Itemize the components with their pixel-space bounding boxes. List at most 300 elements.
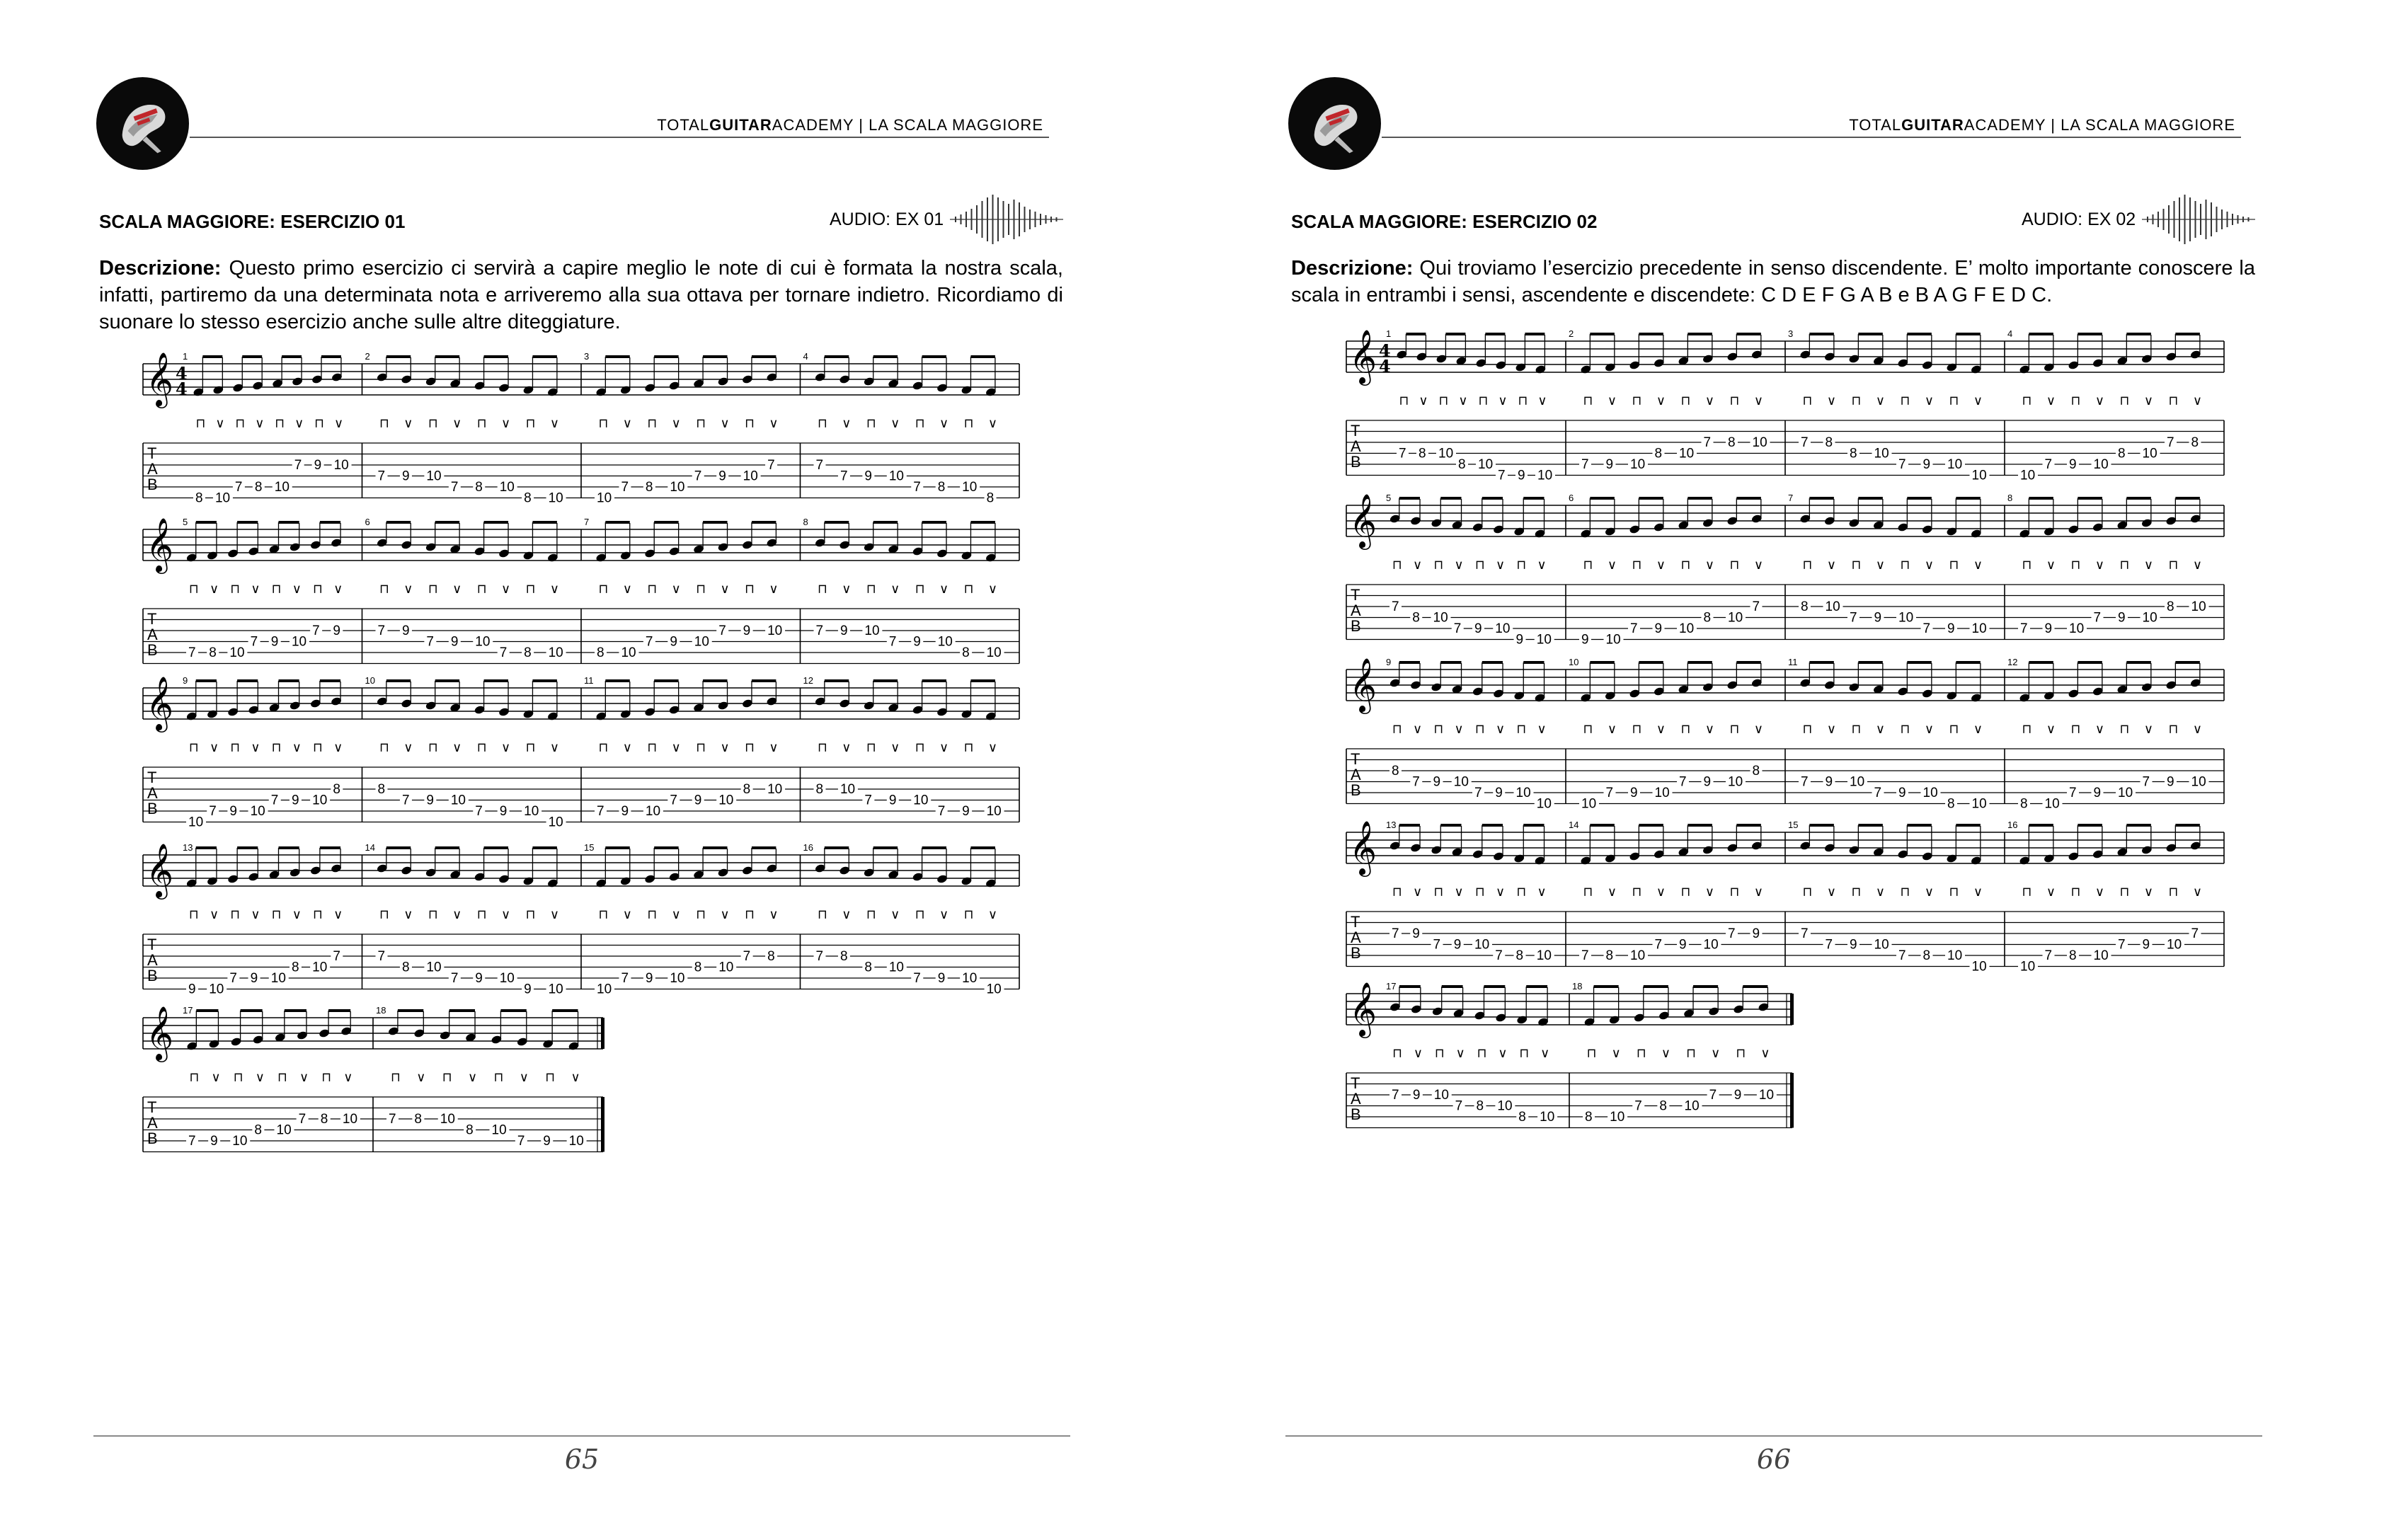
upstroke-icon: ∨ <box>292 582 302 597</box>
tab-fret-number: 8 <box>333 782 340 797</box>
tab-fret-number: 7 <box>2118 937 2126 953</box>
downstroke-icon: ⊓ <box>1477 1046 1487 1061</box>
upstroke-icon: ∨ <box>211 1070 221 1085</box>
tab-fret-number: 8 <box>743 782 751 797</box>
upstroke-icon: ∨ <box>1496 722 1506 737</box>
measure-number: 4 <box>803 351 808 362</box>
tab-fret-number: 7 <box>475 804 483 819</box>
tab-fret-number: 10 <box>2093 948 2109 963</box>
measure-number: 12 <box>803 675 813 686</box>
upstroke-icon: ∨ <box>1924 393 1935 408</box>
tab-fret-number: 10 <box>524 804 539 819</box>
tab-fret-number: 9 <box>188 982 196 997</box>
tab-fret-number: 7 <box>1630 621 1638 636</box>
upstroke-icon: ∨ <box>622 416 632 431</box>
downstroke-icon: ⊓ <box>2022 393 2032 408</box>
upstroke-icon: ∨ <box>333 740 343 755</box>
tab-fret-number: 10 <box>270 971 286 986</box>
upstroke-icon: ∨ <box>294 416 304 431</box>
upstroke-icon: ∨ <box>720 416 730 431</box>
tab-fret-number: 9 <box>1515 632 1524 648</box>
downstroke-icon: ⊓ <box>271 582 282 597</box>
system-1 <box>143 351 1019 506</box>
tab-fret-number: 9 <box>1453 937 1462 953</box>
downstroke-icon: ⊓ <box>696 582 706 597</box>
downstroke-icon: ⊓ <box>598 416 609 431</box>
tab-fret-number: 7 <box>2020 621 2028 636</box>
tab-fret-number: 9 <box>229 804 237 819</box>
measure-number: 2 <box>365 351 370 362</box>
tab-fret-number: 7 <box>298 1112 306 1127</box>
tab-clef-letter: T <box>147 936 157 953</box>
footer-rule <box>93 1435 1070 1437</box>
downstroke-icon: ⊓ <box>1802 885 1813 900</box>
downstroke-icon: ⊓ <box>1949 558 1959 573</box>
tab-clef-letter: A <box>1351 929 1361 946</box>
time-signature-bottom: 4 <box>176 379 188 399</box>
downstroke-icon: ⊓ <box>476 416 487 431</box>
running-header: TOTALGUITARACADEMY | LA SCALA MAGGIORE <box>1849 116 2235 134</box>
downstroke-icon: ⊓ <box>647 740 658 755</box>
upstroke-icon: ∨ <box>333 582 343 597</box>
tab-fret-number: 8 <box>209 645 217 660</box>
upstroke-icon: ∨ <box>549 740 560 755</box>
measure-number: 9 <box>1386 657 1392 667</box>
final-barline <box>601 1018 604 1049</box>
measure-number: 13 <box>183 842 193 853</box>
tab-fret-number: 10 <box>1971 621 1987 636</box>
notation-and-tablature <box>1192 0 2384 1540</box>
upstroke-icon: ∨ <box>292 740 302 755</box>
tab-fret-number: 9 <box>1605 457 1614 472</box>
treble-clef-icon: 𝄞 <box>1349 820 1377 875</box>
downstroke-icon: ⊓ <box>1802 393 1813 408</box>
downstroke-icon: ⊓ <box>476 907 487 922</box>
tab-fret-number: 10 <box>1874 937 1889 953</box>
tab-fret-number: 7 <box>229 971 237 986</box>
downstroke-icon: ⊓ <box>1900 885 1910 900</box>
upstroke-icon: ∨ <box>720 582 730 597</box>
downstroke-icon: ⊓ <box>598 740 609 755</box>
downstroke-icon: ⊓ <box>1949 885 1959 900</box>
tab-fret-number: 10 <box>1433 1088 1449 1103</box>
tab-fret-number: 7 <box>1801 435 1809 450</box>
measure-number: 3 <box>584 351 590 362</box>
upstroke-icon: ∨ <box>2094 722 2105 737</box>
tab-fret-number: 9 <box>1518 468 1525 483</box>
downstroke-icon: ⊓ <box>1949 393 1959 408</box>
tab-fret-number: 7 <box>864 793 872 808</box>
tab-clef-letter: B <box>147 800 158 817</box>
downstroke-icon: ⊓ <box>963 416 974 431</box>
upstroke-icon: ∨ <box>939 416 949 431</box>
tab-fret-number: 8 <box>466 1122 474 1138</box>
downstroke-icon: ⊓ <box>379 416 389 431</box>
downstroke-icon: ⊓ <box>188 907 199 922</box>
tab-fret-number: 7 <box>209 804 217 819</box>
upstroke-icon: ∨ <box>987 416 998 431</box>
tab-fret-number: 9 <box>333 624 340 638</box>
tab-fret-number: 7 <box>1392 1088 1399 1103</box>
tab-fret-number: 8 <box>1947 796 1955 812</box>
measure-number: 17 <box>183 1005 193 1016</box>
tab-clef-letter: A <box>1351 437 1361 455</box>
tab-fret-number: 10 <box>962 971 978 986</box>
tab-fret-number: 10 <box>250 804 265 819</box>
upstroke-icon: ∨ <box>251 582 260 597</box>
tab-fret-number: 8 <box>254 480 263 495</box>
tab-fret-number: 7 <box>1679 774 1687 790</box>
upstroke-icon: ∨ <box>2046 722 2056 737</box>
page-number: 65 <box>564 1444 600 1475</box>
tab-fret-number: 10 <box>2142 446 2157 461</box>
tab-fret-number: 10 <box>1610 1110 1625 1125</box>
upstroke-icon: ∨ <box>671 582 681 597</box>
upstroke-icon: ∨ <box>468 1070 478 1085</box>
tab-fret-number: 7 <box>450 480 459 495</box>
downstroke-icon: ⊓ <box>866 740 876 755</box>
tab-fret-number: 10 <box>888 469 904 484</box>
upstroke-icon: ∨ <box>209 907 219 922</box>
downstroke-icon: ⊓ <box>598 582 609 597</box>
downstroke-icon: ⊓ <box>312 907 323 922</box>
measure-number: 15 <box>1788 820 1799 830</box>
final-barline <box>601 1097 604 1152</box>
tab-fret-number: 8 <box>694 960 702 975</box>
measure-number: 15 <box>584 842 595 853</box>
measure-number: 3 <box>1788 328 1794 339</box>
measure-number: 16 <box>2007 820 2018 830</box>
tab-fret-number: 7 <box>888 634 897 650</box>
measure-number: 14 <box>1569 820 1579 830</box>
tab-fret-number: 10 <box>1630 948 1646 963</box>
upstroke-icon: ∨ <box>452 740 462 755</box>
tab-fret-number: 7 <box>913 971 921 986</box>
tab-fret-number: 10 <box>1536 632 1552 648</box>
downstroke-icon: ⊓ <box>963 740 974 755</box>
tab-fret-number: 7 <box>2044 948 2053 963</box>
upstroke-icon: ∨ <box>1454 722 1464 737</box>
downstroke-icon: ⊓ <box>744 582 755 597</box>
downstroke-icon: ⊓ <box>1399 393 1409 408</box>
downstroke-icon: ⊓ <box>271 907 282 922</box>
upstroke-icon: ∨ <box>1607 558 1617 573</box>
measure-number: 10 <box>365 675 375 686</box>
tab-fret-number: 7 <box>743 949 751 964</box>
tab-fret-number: 8 <box>1654 446 1663 461</box>
upstroke-icon: ∨ <box>1661 1046 1671 1061</box>
tab-fret-number: 9 <box>450 634 459 650</box>
upstroke-icon: ∨ <box>215 416 225 431</box>
tab-fret-number: 8 <box>767 949 775 964</box>
downstroke-icon: ⊓ <box>312 582 323 597</box>
tab-clef-letter: A <box>147 951 158 969</box>
tab-fret-number: 10 <box>1537 468 1553 483</box>
tab-fret-number: 8 <box>1458 457 1466 472</box>
upstroke-icon: ∨ <box>1540 1046 1550 1061</box>
tab-fret-number: 8 <box>2191 435 2199 450</box>
downstroke-icon: ⊓ <box>647 416 658 431</box>
upstroke-icon: ∨ <box>1826 393 1837 408</box>
treble-clef-icon: 𝄞 <box>1349 493 1377 548</box>
downstroke-icon: ⊓ <box>1729 722 1740 737</box>
tab-fret-number: 7 <box>389 1112 396 1127</box>
tab-clef-letter: B <box>1351 781 1361 799</box>
tab-fret-number: 10 <box>1581 796 1597 812</box>
system-5 <box>1346 981 1794 1128</box>
tab-fret-number: 9 <box>1433 774 1441 790</box>
tab-fret-number: 10 <box>2142 610 2157 626</box>
upstroke-icon: ∨ <box>1656 558 1666 573</box>
tab-clef-letter: A <box>1351 1090 1361 1108</box>
tab-fret-number: 8 <box>524 490 532 506</box>
system-5 <box>143 1005 604 1152</box>
tab-fret-number: 7 <box>1605 786 1614 800</box>
tab-fret-number: 7 <box>1392 926 1399 941</box>
tab-fret-number: 10 <box>1433 610 1448 626</box>
tab-fret-number: 9 <box>475 971 483 986</box>
downstroke-icon: ⊓ <box>312 740 323 755</box>
tab-fret-number: 7 <box>1392 599 1399 614</box>
tab-fret-number: 10 <box>499 480 515 495</box>
measure-number: 18 <box>1572 981 1583 992</box>
tab-fret-number: 10 <box>864 624 880 638</box>
tab-clef-letter: B <box>147 1130 158 1147</box>
downstroke-icon: ⊓ <box>1851 722 1862 737</box>
upstroke-icon: ∨ <box>1537 558 1547 573</box>
time-signature-bottom: 4 <box>1379 356 1391 377</box>
upstroke-icon: ∨ <box>1875 558 1886 573</box>
tab-fret-number: 10 <box>1947 948 1963 963</box>
measure-number: 1 <box>183 351 188 362</box>
tab-fret-number: 10 <box>548 645 563 660</box>
tab-fret-number: 10 <box>450 793 466 808</box>
upstroke-icon: ∨ <box>842 416 852 431</box>
downstroke-icon: ⊓ <box>2168 393 2179 408</box>
downstroke-icon: ⊓ <box>1680 722 1691 737</box>
tab-fret-number: 10 <box>645 804 661 819</box>
tab-fret-number: 7 <box>718 624 726 638</box>
downstroke-icon: ⊓ <box>1474 558 1485 573</box>
tab-fret-number: 7 <box>1709 1088 1717 1103</box>
upstroke-icon: ∨ <box>1419 393 1428 408</box>
tab-fret-number: 9 <box>2069 457 2077 472</box>
tab-clef-letter: T <box>1351 586 1360 604</box>
downstroke-icon: ⊓ <box>1636 1046 1646 1061</box>
tab-fret-number: 7 <box>2069 786 2077 800</box>
tab-fret-number: 8 <box>1922 948 1931 963</box>
upstroke-icon: ∨ <box>987 582 998 597</box>
treble-clef-icon: 𝄞 <box>146 1006 174 1060</box>
upstroke-icon: ∨ <box>2046 558 2056 573</box>
downstroke-icon: ⊓ <box>1433 558 1444 573</box>
tab-fret-number: 10 <box>718 960 734 975</box>
downstroke-icon: ⊓ <box>866 582 876 597</box>
time-signature-top: 4 <box>176 363 188 384</box>
upstroke-icon: ∨ <box>2143 885 2154 900</box>
downstroke-icon: ⊓ <box>1729 393 1740 408</box>
upstroke-icon: ∨ <box>255 1070 265 1085</box>
tab-clef-letter: A <box>147 1114 158 1132</box>
system-4 <box>143 842 1019 997</box>
downstroke-icon: ⊓ <box>230 740 241 755</box>
tab-fret-number: 9 <box>1412 1088 1421 1103</box>
measure-number: 4 <box>2007 328 2013 339</box>
tab-fret-number: 7 <box>1898 948 1906 963</box>
tab-fret-number: 10 <box>2044 796 2060 812</box>
tab-fret-number: 8 <box>1850 446 1857 461</box>
tab-fret-number: 7 <box>450 971 459 986</box>
tab-fret-number: 8 <box>986 490 995 506</box>
upstroke-icon: ∨ <box>452 416 462 431</box>
tab-fret-number: 9 <box>2044 621 2053 636</box>
downstroke-icon: ⊓ <box>1851 885 1862 900</box>
downstroke-icon: ⊓ <box>379 907 389 922</box>
measure-number: 6 <box>1569 493 1574 503</box>
system-1 <box>1346 328 2224 483</box>
tab-clef-letter: A <box>1351 602 1361 619</box>
tab-fret-number: 8 <box>864 960 872 975</box>
tab-fret-number: 7 <box>1581 948 1589 963</box>
tab-fret-number: 10 <box>1922 786 1938 800</box>
upstroke-icon: ∨ <box>1875 393 1886 408</box>
tab-fret-number: 7 <box>1634 1098 1642 1114</box>
upstroke-icon: ∨ <box>333 907 343 922</box>
downstroke-icon: ⊓ <box>2168 722 2179 737</box>
downstroke-icon: ⊓ <box>1434 1046 1445 1061</box>
tab-fret-number: 10 <box>1874 446 1889 461</box>
downstroke-icon: ⊓ <box>379 582 389 597</box>
downstroke-icon: ⊓ <box>744 416 755 431</box>
upstroke-icon: ∨ <box>1973 885 1983 900</box>
tab-fret-number: 7 <box>2044 457 2053 472</box>
upstroke-icon: ∨ <box>622 907 632 922</box>
exercise-description: Descrizione: Qui troviamo l’esercizio precedente in senso discendente. E’ molto importante conoscere la scala in entrambi i sensi, ascendente e discendete: C D E F G A B e B A G F E D C. <box>1291 257 2255 306</box>
downstroke-icon: ⊓ <box>525 740 536 755</box>
tab-clef-letter: B <box>1351 944 1361 962</box>
tab-fret-number: 10 <box>499 971 515 986</box>
downstroke-icon: ⊓ <box>379 740 389 755</box>
tab-clef-letter: T <box>1351 750 1360 768</box>
downstroke-icon: ⊓ <box>1392 558 1402 573</box>
downstroke-icon: ⊓ <box>1438 393 1449 408</box>
upstroke-icon: ∨ <box>1498 393 1508 408</box>
upstroke-icon: ∨ <box>890 907 900 922</box>
tab-fret-number: 8 <box>2118 446 2126 461</box>
tab-fret-number: 8 <box>962 645 970 660</box>
tab-fret-number: 9 <box>210 1134 218 1149</box>
measure-number: 17 <box>1386 981 1397 992</box>
measure-number: 5 <box>1386 493 1392 503</box>
tab-fret-number: 10 <box>232 1134 248 1149</box>
downstroke-icon: ⊓ <box>1900 722 1910 737</box>
tab-fret-number: 7 <box>1474 786 1482 800</box>
upstroke-icon: ∨ <box>1537 393 1547 408</box>
tab-fret-number: 10 <box>913 793 929 808</box>
upstroke-icon: ∨ <box>1656 722 1666 737</box>
upstroke-icon: ∨ <box>939 582 949 597</box>
tab-fret-number: 7 <box>234 480 243 495</box>
tab-fret-number: 10 <box>670 971 685 986</box>
tab-fret-number: 7 <box>377 469 386 484</box>
upstroke-icon: ∨ <box>671 907 681 922</box>
upstroke-icon: ∨ <box>501 907 511 922</box>
tab-fret-number: 9 <box>1703 774 1712 790</box>
tab-fret-number: 9 <box>1825 774 1833 790</box>
tab-fret-number: 8 <box>2020 796 2028 812</box>
tab-fret-number: 8 <box>1659 1098 1667 1114</box>
upstroke-icon: ∨ <box>1607 722 1617 737</box>
system-3 <box>1346 657 2224 812</box>
tab-fret-number: 10 <box>1536 948 1552 963</box>
tab-fret-number: 9 <box>426 793 434 808</box>
tab-fret-number: 9 <box>1898 786 1906 800</box>
tab-fret-number: 10 <box>986 982 1002 997</box>
upstroke-icon: ∨ <box>571 1070 580 1085</box>
tab-fret-number: 8 <box>377 782 386 797</box>
downstroke-icon: ⊓ <box>1729 558 1740 573</box>
upstroke-icon: ∨ <box>403 416 413 431</box>
tab-fret-number: 10 <box>475 634 491 650</box>
tab-fret-number: 10 <box>1474 937 1490 953</box>
upstroke-icon: ∨ <box>2143 393 2154 408</box>
downstroke-icon: ⊓ <box>476 582 487 597</box>
downstroke-icon: ⊓ <box>1516 558 1527 573</box>
upstroke-icon: ∨ <box>1607 885 1617 900</box>
treble-clef-icon: 𝄞 <box>146 352 174 406</box>
downstroke-icon: ⊓ <box>1632 393 1642 408</box>
running-header: TOTALGUITARACADEMY | LA SCALA MAGGIORE <box>657 116 1043 134</box>
tab-fret-number: 7 <box>1801 774 1809 790</box>
tab-fret-number: 7 <box>1495 948 1503 963</box>
downstroke-icon: ⊓ <box>1686 1046 1697 1061</box>
tab-fret-number: 10 <box>1971 468 1987 483</box>
tab-fret-number: 10 <box>274 480 290 495</box>
tab-fret-number: 7 <box>401 793 410 808</box>
downstroke-icon: ⊓ <box>817 416 827 431</box>
downstroke-icon: ⊓ <box>2070 558 2081 573</box>
tab-fret-number: 7 <box>377 949 386 964</box>
tab-fret-number: 7 <box>1498 468 1506 483</box>
upstroke-icon: ∨ <box>292 907 302 922</box>
upstroke-icon: ∨ <box>1753 393 1764 408</box>
downstroke-icon: ⊓ <box>525 582 536 597</box>
downstroke-icon: ⊓ <box>915 582 925 597</box>
downstroke-icon: ⊓ <box>390 1070 401 1085</box>
tab-fret-number: 7 <box>1922 621 1931 636</box>
downstroke-icon: ⊓ <box>275 416 285 431</box>
downstroke-icon: ⊓ <box>314 416 325 431</box>
tab-fret-number: 7 <box>1581 457 1589 472</box>
page-number: 66 <box>1756 1444 1792 1475</box>
tab-fret-number: 10 <box>2020 959 2036 975</box>
tab-fret-number: 9 <box>2167 774 2174 790</box>
tab-fret-number: 10 <box>333 458 349 473</box>
tab-fret-number: 10 <box>694 634 709 650</box>
downstroke-icon: ⊓ <box>428 582 438 597</box>
tab-fret-number: 7 <box>815 949 824 964</box>
tab-fret-number: 7 <box>815 624 824 638</box>
tab-fret-number: 9 <box>913 634 921 650</box>
tab-fret-number: 8 <box>1476 1098 1484 1114</box>
tab-fret-number: 9 <box>743 624 751 638</box>
tab-fret-number: 7 <box>2093 610 2102 626</box>
upstroke-icon: ∨ <box>1611 1046 1621 1061</box>
tab-fret-number: 10 <box>1825 599 1840 614</box>
tab-fret-number: 8 <box>1515 948 1524 963</box>
final-barline <box>1790 994 1794 1025</box>
tab-fret-number: 7 <box>1728 926 1736 941</box>
